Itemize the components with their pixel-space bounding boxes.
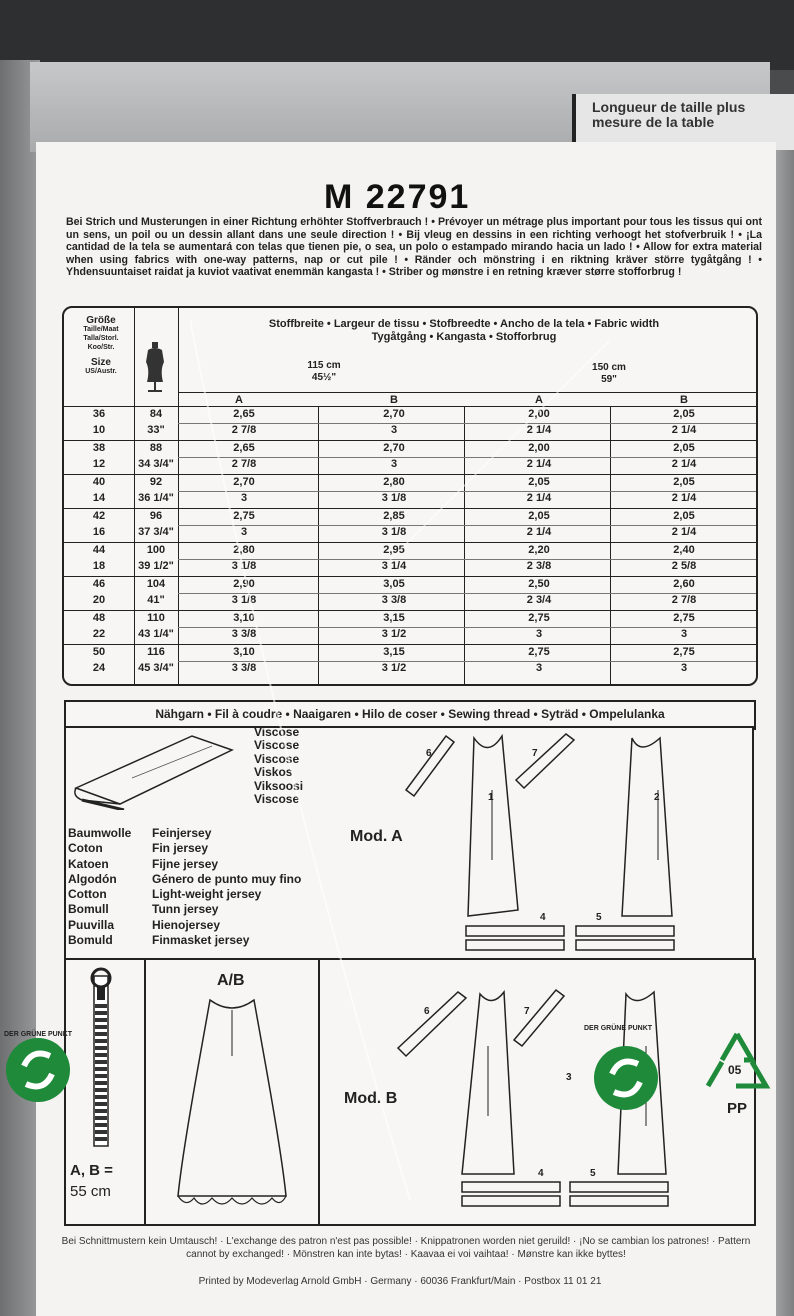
bust-cm: 88 xyxy=(149,442,163,454)
bust-cm: 100 xyxy=(146,544,166,556)
list-item: Bomull xyxy=(68,902,109,917)
list-item: Viscose xyxy=(254,792,300,807)
b-115-meters: 2,70 xyxy=(383,442,405,454)
background-top xyxy=(0,0,794,70)
bust-in: 37 3/4" xyxy=(138,526,174,538)
a-115-yards: 3 1/8 xyxy=(231,560,257,572)
list-item: Viksoosi xyxy=(254,778,304,793)
b-150-meters: 2,05 xyxy=(673,476,695,488)
a-115-yards: 3 3/8 xyxy=(231,628,257,640)
bust-in: 45 3/4" xyxy=(138,662,174,674)
b-150-meters: 2,05 xyxy=(673,442,695,454)
list-item: Baumwolle xyxy=(68,826,132,840)
piece-number-5a: 5 xyxy=(596,912,602,923)
a-115-yards: 3 3/8 xyxy=(231,662,257,674)
a-150-meters: 2,00 xyxy=(528,408,550,420)
green-dot-right-text: DER GRÜNE PUNKT xyxy=(584,1025,653,1032)
list-item: Viscose xyxy=(254,725,300,739)
a-150-yards: 2 1/4 xyxy=(526,424,552,436)
one-way-fabric-note: Bei Strich und Musterungen in einer Richtung erhöhter Stoffverbrauch ! • Prévoyer un métrage plus important pour tous les tissus qui ont un sens, un poil ou un dessin allant dans une seule direction ! • Bij vleug en dessins in een richting verhoogt het stofverbruik ! • ¡La cantidad de la tela se aumentará con telas que tienen pie, o sea, un polo o estampado mirando hacia un lado ! • Allow for extra material when using fabrics with one-way patterns, nap or cut pile ! • Ränder och mönstring i en riktning kräver större tygåtgång ! • Yhdensuuntaiset raidat ja kuviot vaativat enemmän kangasta ! • Striber og mønstre i en retning kræver større stofforbrug ! xyxy=(66,216,762,279)
a-115-yards: 2 7/8 xyxy=(231,424,257,436)
col-b-150: B xyxy=(680,394,688,406)
a-150-yards: 2 3/4 xyxy=(526,594,552,606)
col-a-150: A xyxy=(535,394,543,406)
bust-cm: 96 xyxy=(149,510,163,522)
printer-imprint: Printed by Modeverlag Arnold GmbH · Germany · 60036 Frankfurt/Main · Postbox 11 01 21 xyxy=(198,1276,602,1287)
recycle-code: 05 xyxy=(728,1063,742,1077)
bust-cm: 110 xyxy=(147,612,165,624)
b-115-meters: 2,95 xyxy=(383,544,405,556)
mod-b-label: Mod. B xyxy=(344,1090,398,1107)
size-header: Größe Taille/Maat Talla/Storl. Koo/Str. Size US/Austr. xyxy=(83,315,119,375)
bust-in: 34 3/4" xyxy=(138,458,174,470)
list-item: Género de punto muy fino xyxy=(152,871,302,886)
b-150-meters: 2,05 xyxy=(673,408,695,420)
list-item: Viscose xyxy=(254,751,300,766)
list-item: Algodón xyxy=(68,871,117,886)
a-150-meters: 2,50 xyxy=(528,578,550,590)
b-150-yards: 2 7/8 xyxy=(671,594,697,606)
b-150-yards: 2 1/4 xyxy=(671,492,697,504)
bust-in: 39 1/2" xyxy=(138,560,174,572)
b-115-yards: 3 1/8 xyxy=(381,526,407,538)
size-us: 16 xyxy=(92,526,106,538)
size-us: 12 xyxy=(92,458,106,470)
b-115-yards: 3 3/8 xyxy=(381,594,407,606)
list-item: Feinjersey xyxy=(152,826,212,840)
b-150-yards: 2 5/8 xyxy=(671,560,697,572)
a-150-meters: 2,00 xyxy=(528,442,550,454)
list-item: Hienojersey xyxy=(152,917,221,932)
width-115-label: 115 cm 45½" xyxy=(307,360,341,383)
list-item: Viscose xyxy=(254,738,300,753)
piece-number-2a: 2 xyxy=(654,792,660,803)
a-115-meters: 2,90 xyxy=(233,578,255,590)
recycle-pp-label: PP xyxy=(727,1100,748,1117)
piece-number-7b: 7 xyxy=(524,1006,530,1017)
a-150-yards: 2 3/8 xyxy=(526,560,552,572)
a-115-yards: 2 7/8 xyxy=(231,458,257,470)
b-150-yards: 3 xyxy=(680,628,688,640)
a-115-yards: 3 xyxy=(240,526,248,538)
b-150-meters: 2,75 xyxy=(673,612,695,624)
piece-number-5b: 5 xyxy=(590,1168,596,1179)
no-exchange-notice: Bei Schnittmustern kein Umtausch! · L'exchange des patron n'est pas possible! · Knippatronen worden niet geruild! · ¡No se cambian los patrones! · Pattern cannot by exchanged! · Mönstren kan inte bytas! · Kaavaa ei voi vaihtaa! · Mønstre kan ikke byttes! xyxy=(61,1236,751,1260)
dress-form-icon xyxy=(142,342,168,394)
piece-number-4a: 4 xyxy=(540,912,546,923)
a-150-meters: 2,75 xyxy=(528,612,550,624)
bust-cm: 116 xyxy=(147,646,165,658)
background-left xyxy=(0,60,40,1316)
piece-number-6a: 6 xyxy=(426,748,432,759)
b-150-meters: 2,60 xyxy=(673,578,695,590)
col-b-115: B xyxy=(390,394,398,406)
zipper-icon xyxy=(76,966,126,1156)
b-115-yards: 3 1/2 xyxy=(381,628,407,640)
fabric-width-title: Stoffbreite • Largeur de tissu • Stofbreedte • Ancho de la tela • Fabric width Tygåtgång • Kangasta • Stofforbrug xyxy=(268,318,660,343)
b-115-yards: 3 1/4 xyxy=(381,560,407,572)
behind-card-line2: mesure de la table xyxy=(592,114,715,130)
size-us: 20 xyxy=(92,594,106,606)
piece-number-4b: 4 xyxy=(538,1168,544,1179)
mod-a-label: Mod. A xyxy=(350,828,403,845)
list-item: Cotton xyxy=(68,887,107,902)
a-b-label: A/B xyxy=(217,972,245,989)
a-150-meters: 2,05 xyxy=(528,476,550,488)
b-115-yards: 3 xyxy=(390,458,398,470)
size-eu: 44 xyxy=(92,544,106,556)
a-115-meters: 3,10 xyxy=(233,612,255,624)
plastic-crease xyxy=(190,320,750,1220)
list-item: Viskos xyxy=(254,765,293,780)
b-150-yards: 2 1/4 xyxy=(671,526,697,538)
a-115-meters: 2,65 xyxy=(233,442,255,454)
size-eu: 48 xyxy=(92,612,106,624)
size-eu: 38 xyxy=(92,442,106,454)
size-us: 14 xyxy=(92,492,106,504)
bust-in: 33" xyxy=(147,424,165,436)
piece-number-7a: 7 xyxy=(532,748,538,759)
a-115-meters: 2,80 xyxy=(233,544,255,556)
list-item: Katoen xyxy=(68,856,109,871)
a-150-meters: 2,05 xyxy=(528,510,550,522)
a-150-yards: 3 xyxy=(535,628,543,640)
a-150-yards: 3 xyxy=(535,662,543,674)
pattern-number: M 22791 xyxy=(324,178,471,216)
b-115-meters: 3,15 xyxy=(383,612,405,624)
size-eu: 50 xyxy=(92,646,106,658)
b-150-meters: 2,40 xyxy=(673,544,695,556)
zipper-length: A, B = 55 cm xyxy=(70,1162,113,1200)
a-150-meters: 2,75 xyxy=(528,646,550,658)
bust-cm: 84 xyxy=(149,408,163,420)
bust-cm: 104 xyxy=(146,578,166,590)
b-150-meters: 2,75 xyxy=(673,646,695,658)
list-item: Finmasket jersey xyxy=(152,933,250,948)
bust-in: 43 1/4" xyxy=(138,628,174,640)
list-item: Light-weight jersey xyxy=(152,887,262,902)
list-item: Bomuld xyxy=(68,933,113,948)
size-eu: 42 xyxy=(92,510,106,522)
size-us: 10 xyxy=(92,424,106,436)
green-dot-logo-left xyxy=(2,1022,78,1106)
a-115-meters: 3,10 xyxy=(233,646,255,658)
bust-cm: 92 xyxy=(149,476,163,488)
b-150-meters: 2,05 xyxy=(673,510,695,522)
b-115-meters: 2,85 xyxy=(383,510,405,522)
b-115-meters: 3,15 xyxy=(383,646,405,658)
list-item: Fin jersey xyxy=(152,841,209,856)
size-us: 18 xyxy=(92,560,106,572)
piece-number-3: 3 xyxy=(566,1072,572,1083)
b-115-yards: 3 xyxy=(390,424,398,436)
behind-card-line1: Longueur de taille plus xyxy=(592,99,746,115)
b-115-meters: 3,05 xyxy=(383,578,405,590)
b-115-meters: 2,80 xyxy=(383,476,405,488)
size-eu: 36 xyxy=(92,408,106,420)
size-us: 22 xyxy=(92,628,106,640)
green-dot-left-text: DER GRÜNE PUNKT xyxy=(4,1031,73,1038)
a-115-yards: 3 1/8 xyxy=(231,594,257,606)
list-item: Puuvilla xyxy=(68,917,115,932)
list-item: Coton xyxy=(68,841,103,856)
a-115-meters: 2,65 xyxy=(233,408,255,420)
list-item: Fijne jersey xyxy=(152,856,219,871)
a-115-meters: 2,75 xyxy=(233,510,255,522)
a-115-meters: 2,70 xyxy=(233,476,255,488)
fabric-names xyxy=(68,826,131,948)
sewing-thread-title: Nähgarn • Fil à coudre • Naaigaren • Hilo de coser • Sewing thread • Syträd • Ompelulanka xyxy=(64,700,756,730)
col-a-115: A xyxy=(235,394,243,406)
list-item: Tunn jersey xyxy=(152,902,219,917)
b-150-yards: 3 xyxy=(680,662,688,674)
b-150-yards: 2 1/4 xyxy=(671,424,697,436)
bust-in: 36 1/4" xyxy=(138,492,174,504)
bust-in: 41" xyxy=(147,594,165,606)
a-150-yards: 2 1/4 xyxy=(526,526,552,538)
b-150-yards: 2 1/4 xyxy=(671,458,697,470)
a-115-yards: 3 xyxy=(240,492,248,504)
a-150-yards: 2 1/4 xyxy=(526,458,552,470)
b-115-yards: 3 1/2 xyxy=(381,662,407,674)
a-150-meters: 2,20 xyxy=(528,544,550,556)
b-115-yards: 3 1/8 xyxy=(381,492,407,504)
size-eu: 46 xyxy=(92,578,106,590)
size-eu: 40 xyxy=(92,476,106,488)
a-150-yards: 2 1/4 xyxy=(526,492,552,504)
piece-number-1a: 1 xyxy=(488,792,494,803)
b-115-meters: 2,70 xyxy=(383,408,405,420)
piece-number-6b: 6 xyxy=(424,1006,430,1017)
width-150-label: 150 cm 59" xyxy=(592,362,626,385)
size-us: 24 xyxy=(92,662,106,674)
